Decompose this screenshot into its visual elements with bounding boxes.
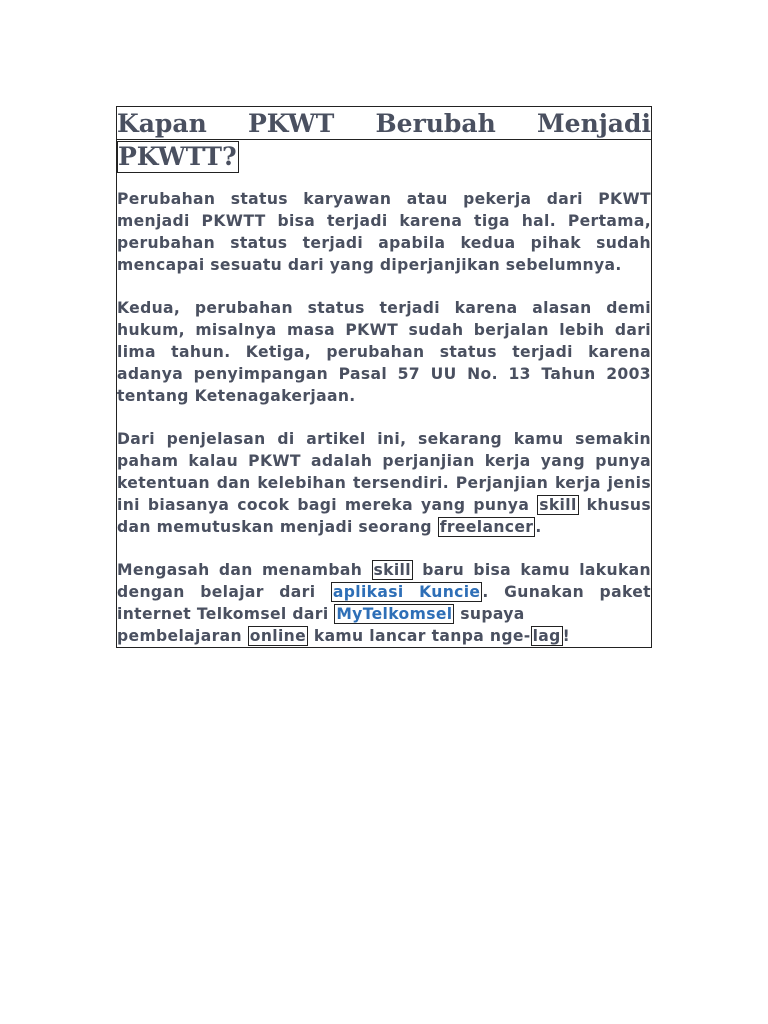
paragraph-4-end: !: [562, 627, 571, 645]
skill-term: skill: [539, 496, 577, 514]
paragraph-1-text: Perubahan status karyawan atau pekerja dari PKWT menjadi PKWTT bisa terjadi karena tiga hal. Pertama, perubahan status terjadi apabila kedua pihak sudah mencapai sesuatu dari yang diperjanjikan sebelumnya.: [117, 190, 651, 274]
title-line-2: PKWTT?: [118, 142, 237, 171]
paragraph-3-text-a: Dari penjelasan di artikel ini, sekarang kamu semakin paham kalau PKWT adalah perjanjian kerja yang punya ketentuan dan kelebihan tersendiri. Perjanjian kerja jenis ini biasanya cocok bagi mereka yang punya: [117, 430, 651, 514]
lag-term: lag: [532, 627, 561, 645]
online-term: online: [249, 627, 307, 645]
skill-term-2: skill: [373, 561, 411, 579]
paragraph-4-text-b: baru bisa kamu lakukan dengan belajar dari: [117, 561, 652, 601]
article-title: [117, 107, 651, 174]
paragraph-4-text-d: supaya: [460, 605, 525, 623]
paragraph-3: [117, 428, 651, 538]
paragraph-2-text: Kedua, perubahan status terjadi karena alasan demi hukum, misalnya masa PKWT sudah berjalan lebih dari lima tahun. Ketiga, perubahan status terjadi karena adanya penyimpangan Pasal 57 UU No. 13 Tahun 2003 tentang Ketenagakerjaan.: [117, 299, 651, 405]
paragraph-2: [117, 297, 651, 407]
paragraph-4-text-c: . Gunakan paket internet Telkomsel dari: [117, 583, 651, 623]
paragraph-3-end: .: [535, 518, 542, 536]
paragraph-4: [117, 559, 651, 647]
paragraph-1: [117, 188, 651, 276]
title-line-1: Kapan PKWT Berubah Menjadi: [117, 109, 651, 138]
paragraph-3-text-b: khusus dan memutuskan menjadi seorang: [117, 496, 651, 536]
paragraph-4-text-f: kamu lancar tanpa nge-: [313, 627, 531, 645]
article-body: [117, 188, 651, 647]
paragraph-4-text-a: Mengasah dan menambah: [117, 561, 363, 579]
article-content: [116, 106, 652, 648]
freelancer-term: freelancer: [439, 518, 534, 536]
kuncie-app-link[interactable]: aplikasi Kuncie: [332, 583, 481, 601]
paragraph-4-text-e: pembelajaran: [117, 627, 242, 645]
mytelkomsel-link[interactable]: MyTelkomsel: [336, 605, 453, 623]
